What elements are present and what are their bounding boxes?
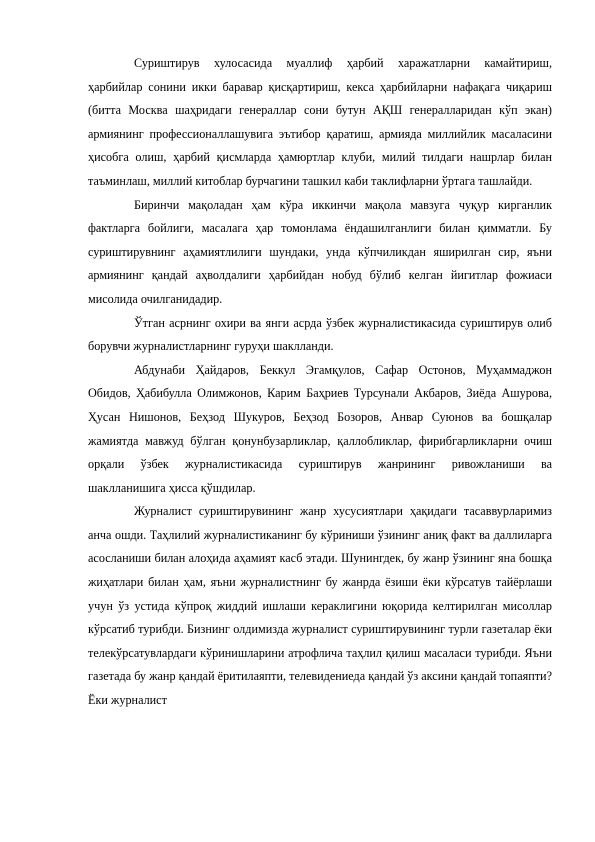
paragraph-3: Ўтган асрнинг охири ва янги асрда ўзбек журналистикасида суриштирув олиб борувчи журналистларнинг гуруҳи шаклланди. [88,315,552,354]
paragraph-2: Биринчи мақоладан ҳам кўра иккинчи мақола мавзуга чуқур кирганлик фактларга бойлиги, масалага ҳар томонлама ёндашилганлиги билан қимматли. Бу суриштирувнинг аҳамиятлилиги шундаки, унда кўпчиликдан яширилган сир, яъни армиянинг қандай аҳволдалиги ҳарбийдан нобуд бўлиб келган йигитлар фожиаси мисолида очилганидадир. [88,197,552,306]
paragraph-4: Абдунаби Ҳайдаров, Беккул Эгамқулов, Сафар Остонов, Муҳаммаджон Обидов, Ҳабибулла Олимжонов, Карим Баҳриев Турсунали Акбаров, Зиёда Ашурова, Ҳусан Нишонов, Беҳзод Шукуров, Беҳзод Бозоров, Анвар Суюнов ва бошқалар жамиятда мавжуд бўлган қонунбузарликлар, қаллобликлар, фирибгарликларни очиш орқали ўзбек журналистикасида суриштирув жанрининг ривожланиши ва шаклланишига ҳисса қўшдилар. [88,362,552,495]
paragraph-5: Журналист суриштирувининг жанр хусусиятлари ҳақидаги тасаввурларимиз анча ошди. Таҳлилий журналистиканинг бу кўриниши ўзининг аниқ факт ва даллиларга асосланиши билан алоҳида аҳамият касб этади. Шунингдек, бу жанр ўзининг яна бошқа жиҳатлари билан ҳам, яъни журналистнинг бу жанрда ёзиши ёки кўрсатув тайёрлаши учун ўз устида кўпроқ жиддий ишлаши кераклигини юқорида келтирилган мисоллар кўрсатиб турибди. Бизнинг олдимизда журналист суриштирувининг турли газеталар ёки телекўрсатувлардаги кўринишларини атрофлича таҳлил қилиш масаласи турибди. Яъни газетада бу жанр қандай ёритилаяпти, телевидениеда қандай ўз аксини қандай топаяпти? Ёки журналист [88,504,552,708]
paragraph-1: Суриштирув хулосасида муаллиф ҳарбий харажатларни камайтириш, ҳарбийлар сонини икки баравар қисқартириш, кекса ҳарбийларни нафақага чиқариш (битта Москва шаҳридаги генераллар сони бутун АҚШ генералларидан кўп экан) армиянинг профессионаллашувига эътибор қаратиш, армияда миллийлик масаласини ҳисобга олиш, ҳарбий қисмларда ҳамюртлар клуби, милий тилдаги нашрлар билан таъминлаш, миллий китоблар бурчагини ташкил каби таклифларни ўртага ташлайди. [88,56,552,188]
document-page [88,52,552,713]
